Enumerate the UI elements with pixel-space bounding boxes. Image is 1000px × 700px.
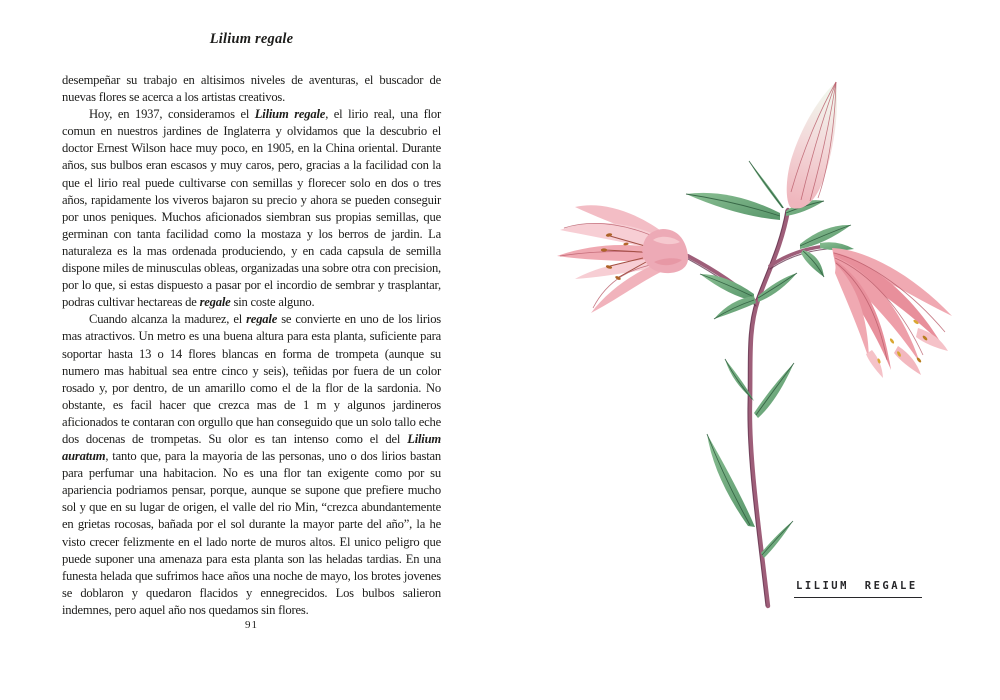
right-flower xyxy=(832,248,952,378)
paragraph: desempeñar su trabajo en altisimos niveles de aventuras, el buscador de nuevas flores se acerca a los artistas creativos. xyxy=(62,73,441,105)
lily-leaves xyxy=(686,161,854,558)
body-text xyxy=(62,72,441,619)
species-name: regale xyxy=(199,295,231,310)
leaf xyxy=(749,161,784,208)
paragraph: Hoy, en 1937, consideramos el Lilium regale, el lirio real, una flor comun en nuestros jardines de Inglaterra y olvidamos que la descubrio el doctor Ernest Wilson hace muy poco, en 1905, en la China oriental. Durante años, sus bulbos eran escasos y muy caros, pero, gracias a la facilidad con la que el lirio real puede cultivarse con semillas y florecer solo en dos o tres años, rapidamente los viveros bajaron su precio y ahora se pueden conseguir por unos peniques. Muchos aficionados siembran sus propias semillas, que germinan con tanta facilidad como la mostaza y los berros de jardin. La naturaleza es la mas ordenada produciendo, y en cada capsula de semilla dispone miles de minusculas obleas, organizadas una sobre otra con precision, por lo que, si estas dispuesto a pasar por el incordio de sembrar y trasplantar, podras cultivar hectareas de regale sin coste alguno. xyxy=(62,107,441,310)
species-name: Lilium auratum xyxy=(62,431,441,464)
species-name: Lilium regale xyxy=(254,107,326,122)
leaf xyxy=(754,363,794,418)
leaf xyxy=(801,250,824,277)
species-name: regale xyxy=(246,312,278,327)
flower-bud xyxy=(787,82,837,209)
caption-label: LILIUM REGALE xyxy=(794,580,922,598)
left-flower xyxy=(557,205,688,313)
botanical-illustration xyxy=(520,60,990,620)
paragraph: Cuando alcanza la madurez, el regale se convierte en uno de los lirios mas atractivos. Un metro es una buena altura para esta planta, suficiente para soportar hasta 13 o 14 flores blancas en forma de trompeta (aunque su numero mas habitual sea entre cinco y seis), teñidas por fuera de un color rosado y, por dentro, de un amarillo como el de la flor de la sardonia. No obstante, es facil hacer que crezca mas de 1 m y algunos jardineros aficionados te contaran con orgullo que han conseguido que un solo tallo eche dos docenas de trompetas. Su olor es tan intenso como el del Lilium auratum, tanto que, para la mayoria de las personas, uno o dos lirios bastan para perfumar una habitacion. No es una flor tan exigente como por su apariencia podriamos pensar, porque, aunque se supone que prefiere mucho sol y que en su lugar de origen, el valle del rio Min, “crezca abundantemente en grietas rocosas, bañada por el sol durante la mayor parte del año”, la he visto crecer felizmente en el lado norte de muros altos. El unico peligro que puede suponer una amenaza para esta planta son las heladas tardias. En una funesta helada que sufrimos hace años una noche de mayo, los brotes jovenes se doblaron y quedaron flacidos y ennegrecidos. Los bulbos salieron indemnes, pero aquel año nos quedamos sin flores. xyxy=(62,312,441,617)
leaf xyxy=(686,193,780,220)
running-head: Lilium regale xyxy=(209,31,294,47)
page-number: 91 xyxy=(245,619,258,631)
leaf xyxy=(761,521,793,558)
leaf xyxy=(707,434,755,527)
leaf xyxy=(714,296,756,319)
